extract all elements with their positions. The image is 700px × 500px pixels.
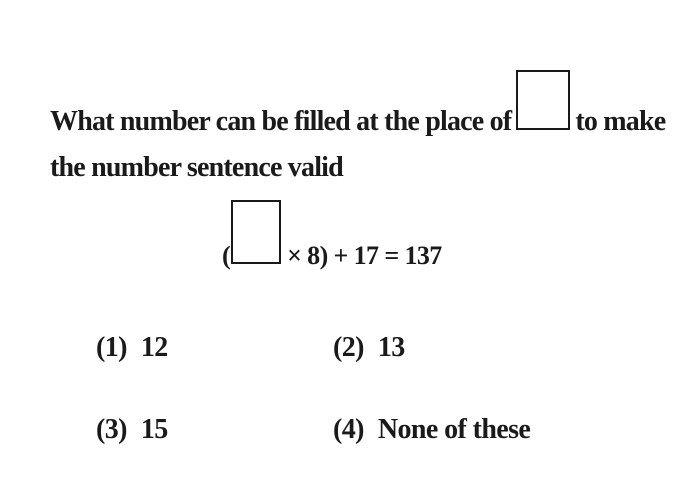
equation-blank-box-icon [231,200,281,264]
option-1[interactable] [96,332,168,364]
option-2[interactable] [333,332,405,364]
option-4-text: None of these [377,414,531,445]
question-part-2: to make the number sentence valid [50,106,666,183]
equation-open-paren: ( [222,241,231,270]
option-3-number: (3) [96,414,127,445]
equation-rest: × 8) + 17 = 137 [287,241,442,270]
number-sentence [222,200,442,271]
option-3-text: 15 [140,414,168,445]
question-part-1: What number can be filled at the place of [50,106,512,137]
option-4[interactable] [333,414,530,446]
question-text [50,70,670,191]
option-2-text: 13 [377,332,405,363]
blank-box-icon [516,70,570,130]
option-4-number: (4) [333,414,364,445]
option-2-number: (2) [333,332,364,363]
option-1-number: (1) [96,332,127,363]
option-1-text: 12 [140,332,168,363]
option-3[interactable] [96,414,168,446]
